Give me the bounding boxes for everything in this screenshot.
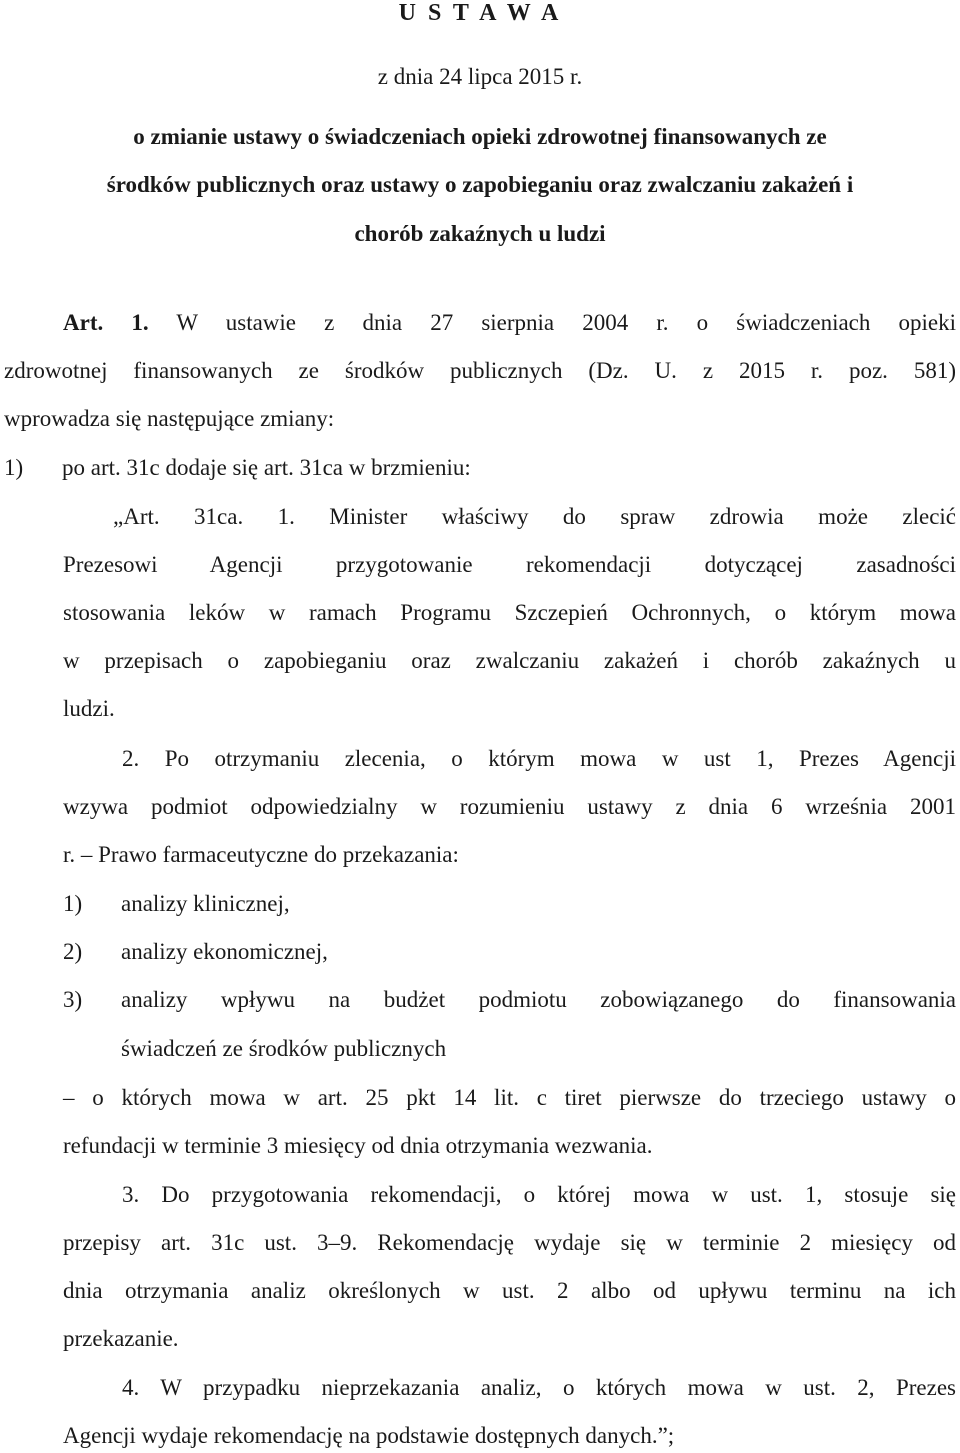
art31ca-ust2-line-2: wzywa podmiot odpowiedzialny w rozumieniu ustawy z dnia 6 września 2001 bbox=[63, 794, 956, 819]
item-2-text: analizy ekonomicznej, bbox=[121, 939, 328, 964]
art31ca-ust1-line-4: w przepisach o zapobieganiu oraz zwalczaniu zakażeń i chorób zakaźnych u bbox=[63, 648, 956, 673]
art31ca-ust4-line-1: 4. W przypadku nieprzekazania analiz, o których mowa w ust. 2, Prezes bbox=[122, 1375, 956, 1400]
act-title: U S T A W A bbox=[398, 0, 562, 26]
item-2-number: 2) bbox=[63, 939, 83, 964]
art1-point-1-text: po art. 31c dodaje się art. 31ca w brzmieniu: bbox=[62, 455, 471, 480]
art31ca-ust1-first: Minister właściwy do spraw zdrowia może zlecić bbox=[329, 504, 957, 529]
art1-intro-line-3: wprowadza się następujące zmiany: bbox=[4, 406, 335, 431]
art31ca-ust3-line-2: przepisy art. 31c ust. 3–9. Rekomendację wydaje się w terminie 2 miesięcy od bbox=[63, 1230, 956, 1255]
art31ca-ust4-line-2: Agencji wydaje rekomendację na podstawie dostępnych danych.”; bbox=[63, 1423, 675, 1448]
item-3-number: 3) bbox=[63, 987, 83, 1012]
act-date: z dnia 24 lipca 2015 r. bbox=[377, 64, 583, 89]
art1-label: Art. 1. bbox=[63, 310, 149, 335]
art31ca-ust1-line-1 bbox=[113, 502, 956, 532]
art31ca-ust2-line-1: 2. Po otrzymaniu zlecenia, o którym mowa w ust 1, Prezes Agencji bbox=[122, 746, 956, 771]
art31ca-ust1-line-3: stosowania leków w ramach Programu Szczepień Ochronnych, o którym mowa bbox=[63, 600, 956, 625]
art31ca-ust2-tail-line-1: – o których mowa w art. 25 pkt 14 lit. c tiret pierwsze do trzeciego ustawy o bbox=[63, 1085, 956, 1110]
art1-point-1-number: 1) bbox=[4, 455, 24, 480]
art31ca-ust2-tail-line-2: refundacji w terminie 3 miesięcy od dnia otrzymania wezwania. bbox=[63, 1133, 653, 1158]
item-1-number: 1) bbox=[63, 891, 83, 916]
item-1-text: analizy klinicznej, bbox=[121, 891, 290, 916]
art31ca-ust3-line-3: dnia otrzymania analiz określonych w ust. 2 albo od upływu terminu na ich bbox=[63, 1278, 956, 1303]
art31ca-ust1-line-2: Prezesowi Agencji przygotowanie rekomendacji dotyczącej zasadności bbox=[63, 552, 956, 577]
art31ca-ust2-item-3 bbox=[63, 985, 956, 1015]
art1-intro-line-2: zdrowotnej finansowanych ze środków publicznych (Dz. U. z 2015 r. poz. 581) bbox=[4, 358, 956, 383]
art31ca-ust1-line-5: ludzi. bbox=[63, 696, 115, 721]
art1-intro-text: W ustawie z dnia 27 sierpnia 2004 r. o świadczeniach opieki bbox=[176, 310, 956, 335]
art31ca-ust3-line-1: 3. Do przygotowania rekomendacji, o której mowa w ust. 1, stosuje się bbox=[122, 1182, 956, 1207]
act-subject-line-2: środków publicznych oraz ustawy o zapobieganiu oraz zwalczaniu zakażeń i bbox=[106, 172, 854, 197]
art31ca-ust2-line-3: r. – Prawo farmaceutyczne do przekazania: bbox=[63, 842, 459, 867]
act-subject-line-3: chorób zakaźnych u ludzi bbox=[354, 221, 606, 246]
art31ca-heading: „Art. 31ca. 1. bbox=[113, 504, 295, 529]
art1-intro-line-1 bbox=[63, 308, 956, 338]
art31ca-ust2-item-2 bbox=[63, 937, 328, 967]
art31ca-ust3-line-4: przekazanie. bbox=[63, 1326, 179, 1351]
art1-point-1 bbox=[4, 453, 471, 483]
item-3-text-line-2: świadczeń ze środków publicznych bbox=[121, 1036, 447, 1061]
item-3-text-line-1: analizy wpływu na budżet podmiotu zobowiązanego do finansowania bbox=[121, 987, 956, 1012]
act-subject-line-1: o zmianie ustawy o świadczeniach opieki zdrowotnej finansowanych ze bbox=[133, 124, 827, 149]
art31ca-ust2-item-1 bbox=[63, 889, 290, 919]
